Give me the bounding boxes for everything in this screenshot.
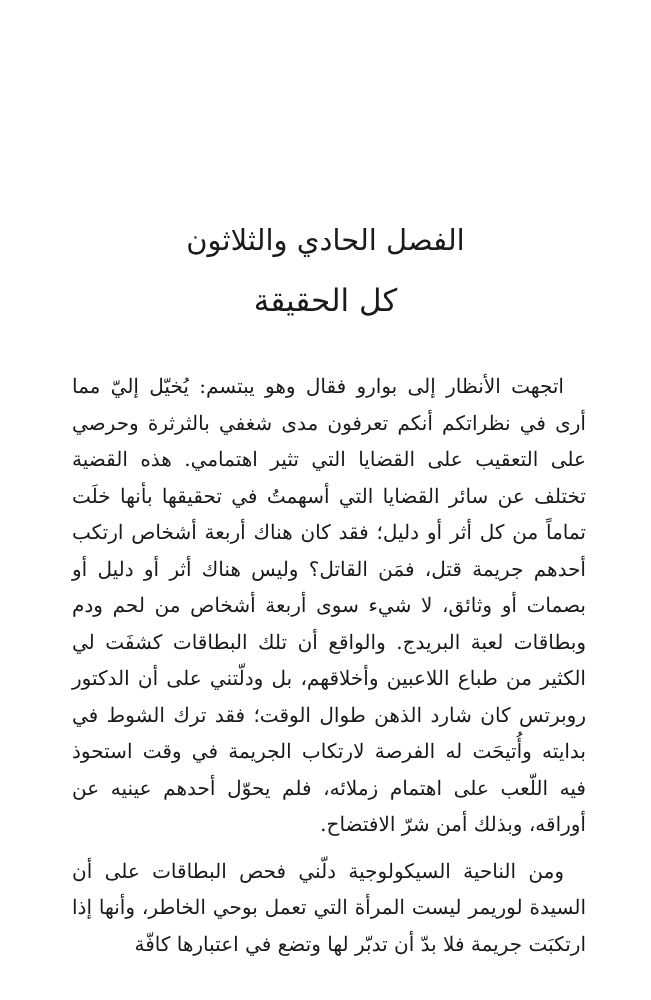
paragraph-2: ومن الناحية السيكولوجية دلّني فحص البطاقات على أن السيدة لوريمر ليست المرأة التي تعمل بوحي الخاطر، وأنها إذا ارتكبَت جريمة فلا بدّ أن تدبّر لها وتضع في اعتبارها كافّة [72,858,586,956]
paragraph-1: اتجهت الأنظار إلى بوارو فقال وهو يبتسم: يُخيّل إليّ مما أرى في نظراتكم أنكم تعرفون مدى شغفي بالثرثرة وحرصي على التعقيب على القضايا التي تثير اهتمامي. هذه القضية تختلف عن سائر القضايا التي أسهمتُ في تحقيقها بأنها خلَت تماماً من كل أثر أو دليل؛ فقد كان هناك أربعة أشخاص ارتكب أحدهم جريمة قتل، فمَن القاتل؟ وليس هناك أثر أو دليل أو بصمات أو وثائق، لا شيء سوى أربعة أشخاص من لحم ودم وبطاقات لعبة البريدج. والواقع أن تلك البطاقات كشفَت لي الكثير من طباع اللاعبين وأخلاقهم، بل ودلّتني على أن الدكتور روبرتس كان شارد الذهن طوال الوقت؛ فقد ترك الشوط في بدايته وأُتيحَت له الفرصة لارتكاب الجريمة في وقت استحوذ فيه اللّعب على اهتمام زملائه، فلم يحوّل أحدهم عينيه عن أوراقه، وبذلك أمن شرّ الافتضاح. [72,374,586,836]
chapter-body [72,368,586,962]
chapter-number: الفصل الحادي والثلاثون [186,223,465,257]
chapter-title: كل الحقيقة [253,283,398,319]
